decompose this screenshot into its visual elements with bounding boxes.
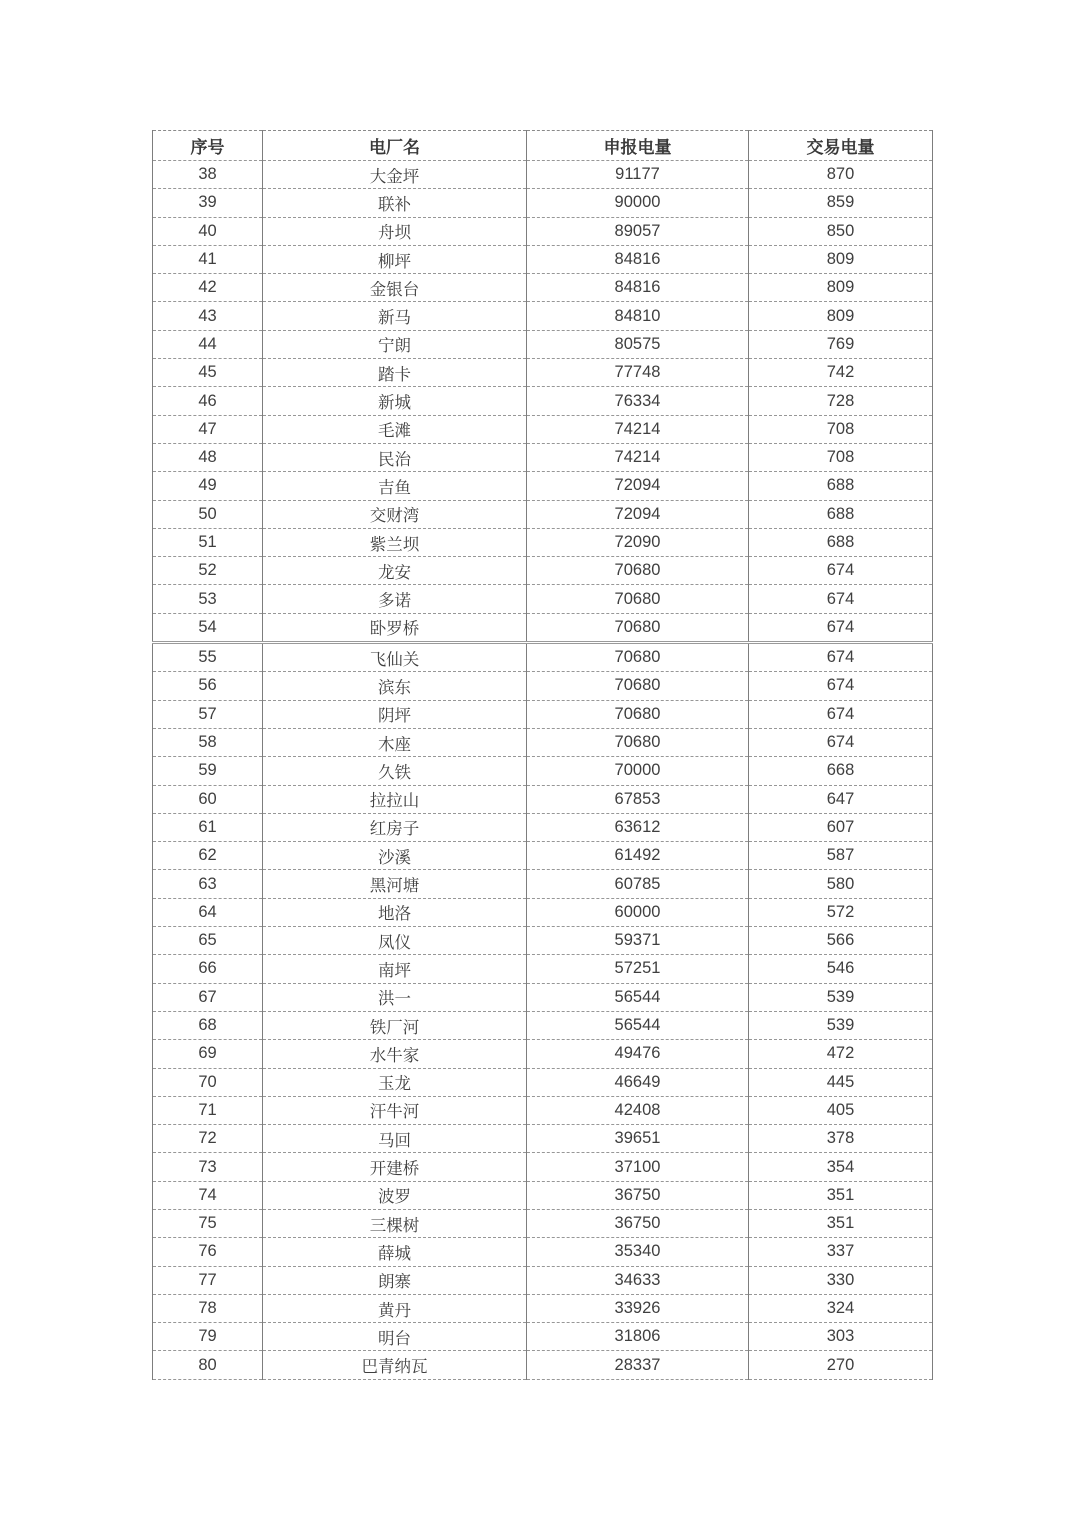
plant-name-cell: 朗寨 bbox=[263, 1266, 527, 1294]
declared-volume-cell: 77748 bbox=[527, 359, 749, 387]
traded-volume-cell: 809 bbox=[749, 274, 933, 302]
table-row bbox=[153, 1209, 933, 1237]
table-row bbox=[153, 302, 933, 330]
declared-volume-cell: 31806 bbox=[527, 1323, 749, 1351]
traded-volume-cell: 303 bbox=[749, 1323, 933, 1351]
declared-volume-cell: 63612 bbox=[527, 813, 749, 841]
declared-volume-cell: 34633 bbox=[527, 1266, 749, 1294]
seq-cell: 77 bbox=[153, 1266, 263, 1294]
plant-name-cell: 明台 bbox=[263, 1323, 527, 1351]
plant-name-cell: 南坪 bbox=[263, 955, 527, 983]
seq-cell: 70 bbox=[153, 1068, 263, 1096]
table-row bbox=[153, 1096, 933, 1124]
table-row bbox=[153, 1238, 933, 1266]
declared-volume-cell: 59371 bbox=[527, 927, 749, 955]
plant-name-cell: 马回 bbox=[263, 1125, 527, 1153]
plant-name-cell: 三棵树 bbox=[263, 1209, 527, 1237]
col-header-seq: 序号 bbox=[153, 131, 263, 161]
table-row bbox=[153, 870, 933, 898]
plant-name-cell: 地洛 bbox=[263, 898, 527, 926]
seq-cell: 41 bbox=[153, 245, 263, 273]
table-row bbox=[153, 842, 933, 870]
table-row bbox=[153, 330, 933, 358]
declared-volume-cell: 70680 bbox=[527, 672, 749, 700]
traded-volume-cell: 674 bbox=[749, 585, 933, 613]
plant-name-cell: 红房子 bbox=[263, 813, 527, 841]
seq-cell: 66 bbox=[153, 955, 263, 983]
table-row bbox=[153, 955, 933, 983]
table-row bbox=[153, 274, 933, 302]
traded-volume-cell: 539 bbox=[749, 1011, 933, 1039]
traded-volume-cell: 378 bbox=[749, 1125, 933, 1153]
traded-volume-cell: 674 bbox=[749, 643, 933, 672]
seq-cell: 44 bbox=[153, 330, 263, 358]
declared-volume-cell: 89057 bbox=[527, 217, 749, 245]
plant-name-cell: 黑河塘 bbox=[263, 870, 527, 898]
declared-volume-cell: 61492 bbox=[527, 842, 749, 870]
traded-volume-cell: 708 bbox=[749, 443, 933, 471]
table-row bbox=[153, 1181, 933, 1209]
table-row bbox=[153, 785, 933, 813]
declared-volume-cell: 70680 bbox=[527, 557, 749, 585]
table-row bbox=[153, 1351, 933, 1379]
table-row bbox=[153, 757, 933, 785]
traded-volume-cell: 472 bbox=[749, 1040, 933, 1068]
declared-volume-cell: 72090 bbox=[527, 528, 749, 556]
table-row bbox=[153, 189, 933, 217]
table-row bbox=[153, 613, 933, 642]
declared-volume-cell: 80575 bbox=[527, 330, 749, 358]
seq-cell: 71 bbox=[153, 1096, 263, 1124]
declared-volume-cell: 42408 bbox=[527, 1096, 749, 1124]
plant-name-cell: 开建桥 bbox=[263, 1153, 527, 1181]
seq-cell: 39 bbox=[153, 189, 263, 217]
table-row bbox=[153, 528, 933, 556]
traded-volume-cell: 809 bbox=[749, 302, 933, 330]
table-row bbox=[153, 387, 933, 415]
declared-volume-cell: 46649 bbox=[527, 1068, 749, 1096]
declared-volume-cell: 84816 bbox=[527, 245, 749, 273]
plant-name-cell: 久铁 bbox=[263, 757, 527, 785]
traded-volume-cell: 351 bbox=[749, 1181, 933, 1209]
declared-volume-cell: 56544 bbox=[527, 983, 749, 1011]
header-row bbox=[153, 131, 933, 161]
traded-volume-cell: 688 bbox=[749, 500, 933, 528]
plant-name-cell: 紫兰坝 bbox=[263, 528, 527, 556]
table-row bbox=[153, 1323, 933, 1351]
declared-volume-cell: 84810 bbox=[527, 302, 749, 330]
plant-name-cell: 玉龙 bbox=[263, 1068, 527, 1096]
seq-cell: 49 bbox=[153, 472, 263, 500]
traded-volume-cell: 539 bbox=[749, 983, 933, 1011]
seq-cell: 53 bbox=[153, 585, 263, 613]
declared-volume-cell: 84816 bbox=[527, 274, 749, 302]
declared-volume-cell: 60000 bbox=[527, 898, 749, 926]
seq-cell: 48 bbox=[153, 443, 263, 471]
table-row bbox=[153, 472, 933, 500]
table-row bbox=[153, 1011, 933, 1039]
declared-volume-cell: 76334 bbox=[527, 387, 749, 415]
table-row bbox=[153, 415, 933, 443]
table-row bbox=[153, 217, 933, 245]
table-row bbox=[153, 500, 933, 528]
table-row bbox=[153, 1294, 933, 1322]
plant-name-cell: 黄丹 bbox=[263, 1294, 527, 1322]
seq-cell: 56 bbox=[153, 672, 263, 700]
traded-volume-cell: 688 bbox=[749, 528, 933, 556]
seq-cell: 69 bbox=[153, 1040, 263, 1068]
traded-volume-cell: 330 bbox=[749, 1266, 933, 1294]
seq-cell: 80 bbox=[153, 1351, 263, 1379]
plant-name-cell: 洪一 bbox=[263, 983, 527, 1011]
traded-volume-cell: 674 bbox=[749, 613, 933, 642]
plant-name-cell: 汗牛河 bbox=[263, 1096, 527, 1124]
seq-cell: 50 bbox=[153, 500, 263, 528]
seq-cell: 62 bbox=[153, 842, 263, 870]
table-row bbox=[153, 700, 933, 728]
seq-cell: 55 bbox=[153, 643, 263, 672]
plant-name-cell: 宁朗 bbox=[263, 330, 527, 358]
declared-volume-cell: 70680 bbox=[527, 613, 749, 642]
seq-cell: 60 bbox=[153, 785, 263, 813]
traded-volume-cell: 647 bbox=[749, 785, 933, 813]
plant-name-cell: 柳坪 bbox=[263, 245, 527, 273]
seq-cell: 38 bbox=[153, 161, 263, 189]
traded-volume-cell: 674 bbox=[749, 672, 933, 700]
traded-volume-cell: 870 bbox=[749, 161, 933, 189]
plant-name-cell: 木座 bbox=[263, 728, 527, 756]
traded-volume-cell: 587 bbox=[749, 842, 933, 870]
plant-name-cell: 阴坪 bbox=[263, 700, 527, 728]
table-row bbox=[153, 1266, 933, 1294]
table-row bbox=[153, 898, 933, 926]
col-header-traded: 交易电量 bbox=[749, 131, 933, 161]
declared-volume-cell: 39651 bbox=[527, 1125, 749, 1153]
seq-cell: 40 bbox=[153, 217, 263, 245]
seq-cell: 42 bbox=[153, 274, 263, 302]
declared-volume-cell: 37100 bbox=[527, 1153, 749, 1181]
plant-name-cell: 沙溪 bbox=[263, 842, 527, 870]
plant-name-cell: 多诺 bbox=[263, 585, 527, 613]
table-row bbox=[153, 443, 933, 471]
seq-cell: 73 bbox=[153, 1153, 263, 1181]
plant-name-cell: 大金坪 bbox=[263, 161, 527, 189]
seq-cell: 54 bbox=[153, 613, 263, 642]
seq-cell: 47 bbox=[153, 415, 263, 443]
traded-volume-cell: 850 bbox=[749, 217, 933, 245]
declared-volume-cell: 36750 bbox=[527, 1209, 749, 1237]
power-plant-table bbox=[152, 130, 933, 1380]
table-row bbox=[153, 161, 933, 189]
declared-volume-cell: 74214 bbox=[527, 415, 749, 443]
traded-volume-cell: 580 bbox=[749, 870, 933, 898]
plant-name-cell: 拉拉山 bbox=[263, 785, 527, 813]
declared-volume-cell: 74214 bbox=[527, 443, 749, 471]
plant-name-cell: 毛滩 bbox=[263, 415, 527, 443]
declared-volume-cell: 36750 bbox=[527, 1181, 749, 1209]
declared-volume-cell: 70680 bbox=[527, 728, 749, 756]
col-header-declared: 申报电量 bbox=[527, 131, 749, 161]
table-row bbox=[153, 983, 933, 1011]
declared-volume-cell: 28337 bbox=[527, 1351, 749, 1379]
seq-cell: 68 bbox=[153, 1011, 263, 1039]
traded-volume-cell: 728 bbox=[749, 387, 933, 415]
declared-volume-cell: 72094 bbox=[527, 500, 749, 528]
seq-cell: 79 bbox=[153, 1323, 263, 1351]
plant-name-cell: 卧罗桥 bbox=[263, 613, 527, 642]
seq-cell: 63 bbox=[153, 870, 263, 898]
traded-volume-cell: 351 bbox=[749, 1209, 933, 1237]
seq-cell: 61 bbox=[153, 813, 263, 841]
table-row bbox=[153, 1153, 933, 1181]
table-row bbox=[153, 1040, 933, 1068]
traded-volume-cell: 546 bbox=[749, 955, 933, 983]
table-row bbox=[153, 359, 933, 387]
plant-name-cell: 铁厂河 bbox=[263, 1011, 527, 1039]
plant-name-cell: 联补 bbox=[263, 189, 527, 217]
declared-volume-cell: 70000 bbox=[527, 757, 749, 785]
seq-cell: 52 bbox=[153, 557, 263, 585]
plant-name-cell: 民治 bbox=[263, 443, 527, 471]
table-row bbox=[153, 1068, 933, 1096]
traded-volume-cell: 354 bbox=[749, 1153, 933, 1181]
table-row bbox=[153, 927, 933, 955]
table-row bbox=[153, 813, 933, 841]
seq-cell: 72 bbox=[153, 1125, 263, 1153]
seq-cell: 75 bbox=[153, 1209, 263, 1237]
declared-volume-cell: 49476 bbox=[527, 1040, 749, 1068]
traded-volume-cell: 708 bbox=[749, 415, 933, 443]
traded-volume-cell: 405 bbox=[749, 1096, 933, 1124]
seq-cell: 78 bbox=[153, 1294, 263, 1322]
declared-volume-cell: 90000 bbox=[527, 189, 749, 217]
seq-cell: 43 bbox=[153, 302, 263, 330]
plant-name-cell: 踏卡 bbox=[263, 359, 527, 387]
traded-volume-cell: 859 bbox=[749, 189, 933, 217]
table-body bbox=[153, 161, 933, 1380]
traded-volume-cell: 674 bbox=[749, 557, 933, 585]
plant-name-cell: 凤仪 bbox=[263, 927, 527, 955]
traded-volume-cell: 674 bbox=[749, 700, 933, 728]
table-row bbox=[153, 585, 933, 613]
traded-volume-cell: 674 bbox=[749, 728, 933, 756]
plant-name-cell: 巴青纳瓦 bbox=[263, 1351, 527, 1379]
seq-cell: 76 bbox=[153, 1238, 263, 1266]
traded-volume-cell: 337 bbox=[749, 1238, 933, 1266]
plant-name-cell: 水牛家 bbox=[263, 1040, 527, 1068]
plant-name-cell: 舟坝 bbox=[263, 217, 527, 245]
table-row bbox=[153, 643, 933, 672]
seq-cell: 58 bbox=[153, 728, 263, 756]
plant-name-cell: 飞仙关 bbox=[263, 643, 527, 672]
seq-cell: 51 bbox=[153, 528, 263, 556]
table-row bbox=[153, 728, 933, 756]
declared-volume-cell: 57251 bbox=[527, 955, 749, 983]
table-row bbox=[153, 1125, 933, 1153]
plant-name-cell: 波罗 bbox=[263, 1181, 527, 1209]
traded-volume-cell: 445 bbox=[749, 1068, 933, 1096]
traded-volume-cell: 324 bbox=[749, 1294, 933, 1322]
declared-volume-cell: 67853 bbox=[527, 785, 749, 813]
traded-volume-cell: 769 bbox=[749, 330, 933, 358]
seq-cell: 67 bbox=[153, 983, 263, 1011]
traded-volume-cell: 572 bbox=[749, 898, 933, 926]
declared-volume-cell: 72094 bbox=[527, 472, 749, 500]
plant-name-cell: 滨东 bbox=[263, 672, 527, 700]
traded-volume-cell: 566 bbox=[749, 927, 933, 955]
declared-volume-cell: 56544 bbox=[527, 1011, 749, 1039]
declared-volume-cell: 70680 bbox=[527, 643, 749, 672]
traded-volume-cell: 809 bbox=[749, 245, 933, 273]
table-row bbox=[153, 557, 933, 585]
seq-cell: 45 bbox=[153, 359, 263, 387]
plant-name-cell: 金银台 bbox=[263, 274, 527, 302]
seq-cell: 59 bbox=[153, 757, 263, 785]
traded-volume-cell: 688 bbox=[749, 472, 933, 500]
seq-cell: 46 bbox=[153, 387, 263, 415]
declared-volume-cell: 60785 bbox=[527, 870, 749, 898]
seq-cell: 64 bbox=[153, 898, 263, 926]
table-row bbox=[153, 245, 933, 273]
seq-cell: 65 bbox=[153, 927, 263, 955]
traded-volume-cell: 668 bbox=[749, 757, 933, 785]
plant-name-cell: 新马 bbox=[263, 302, 527, 330]
declared-volume-cell: 70680 bbox=[527, 700, 749, 728]
seq-cell: 74 bbox=[153, 1181, 263, 1209]
seq-cell: 57 bbox=[153, 700, 263, 728]
traded-volume-cell: 607 bbox=[749, 813, 933, 841]
declared-volume-cell: 35340 bbox=[527, 1238, 749, 1266]
plant-name-cell: 新城 bbox=[263, 387, 527, 415]
plant-name-cell: 吉鱼 bbox=[263, 472, 527, 500]
plant-name-cell: 龙安 bbox=[263, 557, 527, 585]
plant-name-cell: 交财湾 bbox=[263, 500, 527, 528]
declared-volume-cell: 91177 bbox=[527, 161, 749, 189]
declared-volume-cell: 70680 bbox=[527, 585, 749, 613]
traded-volume-cell: 270 bbox=[749, 1351, 933, 1379]
table-row bbox=[153, 672, 933, 700]
col-header-plant: 电厂名 bbox=[263, 131, 527, 161]
plant-name-cell: 薛城 bbox=[263, 1238, 527, 1266]
traded-volume-cell: 742 bbox=[749, 359, 933, 387]
declared-volume-cell: 33926 bbox=[527, 1294, 749, 1322]
